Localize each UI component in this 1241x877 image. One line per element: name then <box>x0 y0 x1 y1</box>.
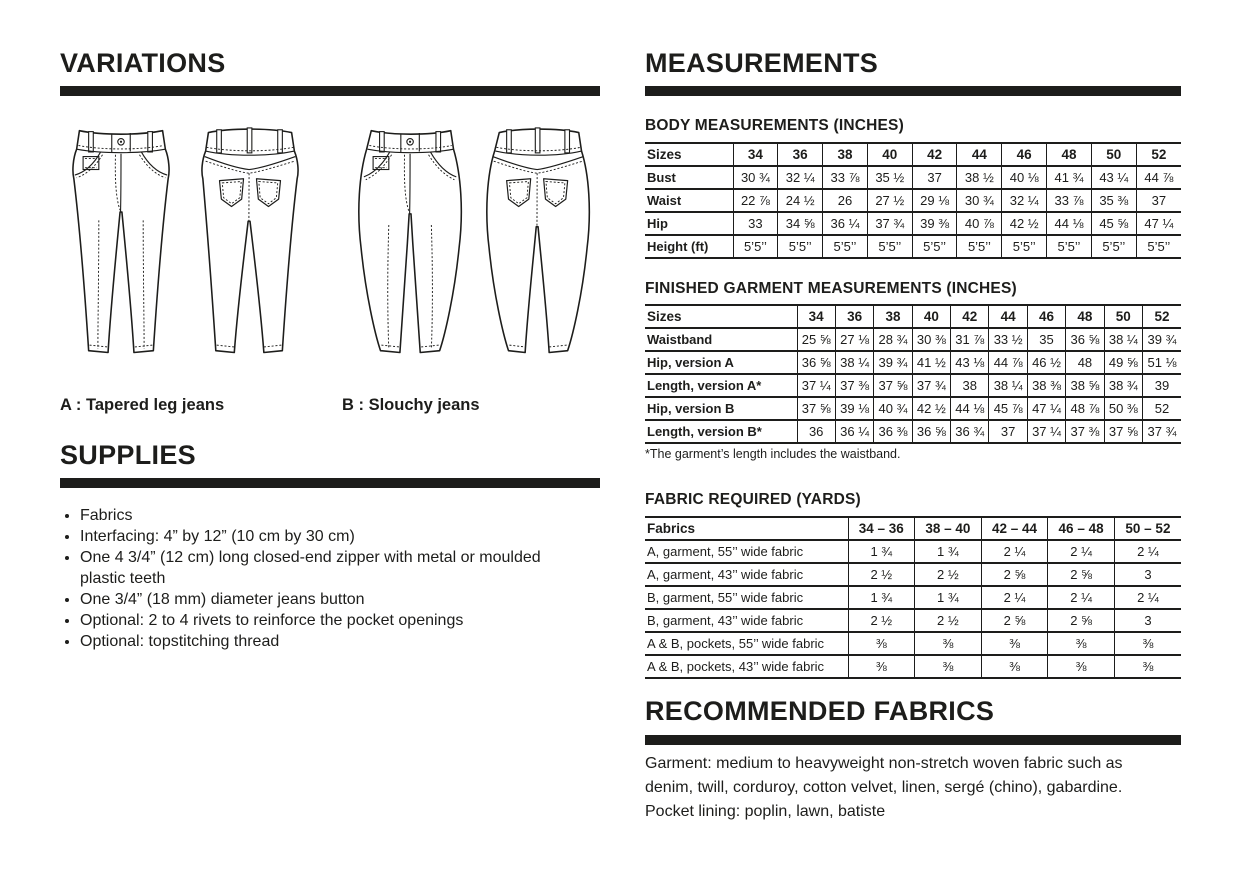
value-cell: 45 ⅞ <box>989 397 1027 420</box>
value-cell: 1 ¾ <box>915 586 982 609</box>
value-cell: 27 ½ <box>867 189 912 212</box>
column-header: 46 – 48 <box>1048 517 1115 540</box>
recommended-fabrics-title: RECOMMENDED FABRICS <box>645 696 995 726</box>
value-cell: 28 ¾ <box>874 328 912 351</box>
value-cell: 37 ¼ <box>797 374 835 397</box>
value-cell: ⅜ <box>981 655 1048 678</box>
finished-measurements-heading: FINISHED GARMENT MEASUREMENTS (INCHES) <box>645 280 1017 297</box>
column-header: 52 <box>1136 143 1181 166</box>
value-cell: 2 ½ <box>915 563 982 586</box>
row-label: Hip, version B <box>645 397 797 420</box>
value-cell: 33 ½ <box>989 328 1027 351</box>
table-row <box>645 609 1181 632</box>
value-cell: 2 ¼ <box>1114 586 1181 609</box>
column-header: 52 <box>1143 305 1181 328</box>
value-cell: 37 ⅝ <box>1104 420 1142 443</box>
value-cell: 46 ½ <box>1027 351 1065 374</box>
table-row <box>645 328 1181 351</box>
value-cell: 1 ¾ <box>848 540 915 563</box>
value-cell: 43 ¼ <box>1091 166 1136 189</box>
column-header: 44 <box>989 305 1027 328</box>
value-cell: 2 ¼ <box>981 540 1048 563</box>
value-cell: 40 ⅛ <box>1002 166 1047 189</box>
table-header-row <box>645 305 1181 328</box>
variations-divider-bar <box>60 86 600 96</box>
value-cell: 51 ⅛ <box>1143 351 1181 374</box>
table-row <box>645 655 1181 678</box>
table-row <box>645 351 1181 374</box>
jeans-b-front-drawing <box>350 110 472 388</box>
value-cell: 44 ⅞ <box>989 351 1027 374</box>
supplies-section <box>60 442 600 488</box>
value-cell: 2 ⅝ <box>981 563 1048 586</box>
value-cell: 2 ¼ <box>1048 586 1115 609</box>
variations-section <box>60 50 600 96</box>
column-header: 34 <box>733 143 778 166</box>
value-cell: 37 ¾ <box>912 374 950 397</box>
value-cell: 37 ⅜ <box>1066 420 1104 443</box>
value-cell: 5’5’’ <box>867 235 912 258</box>
column-header: 36 <box>835 305 873 328</box>
table-header-row <box>645 143 1181 166</box>
value-cell: 32 ¼ <box>778 166 823 189</box>
value-cell: 30 ⅜ <box>912 328 950 351</box>
jeans-b-back-drawing <box>478 110 600 388</box>
value-cell: 37 ⅜ <box>835 374 873 397</box>
value-cell: 35 ½ <box>867 166 912 189</box>
measurements-title: MEASUREMENTS <box>645 48 879 78</box>
supply-item: • Interfacing: 4” by 12” (10 cm by 30 cm) <box>80 527 550 548</box>
table-row <box>645 235 1181 258</box>
table-header-row <box>645 517 1181 540</box>
value-cell: 37 ⅝ <box>797 397 835 420</box>
table-row <box>645 166 1181 189</box>
column-header: 38 <box>874 305 912 328</box>
recommended-fabrics-section <box>645 698 1181 745</box>
column-header: 42 <box>951 305 989 328</box>
value-cell: 39 ⅛ <box>835 397 873 420</box>
value-cell: 33 ⅞ <box>1047 189 1092 212</box>
value-cell: 5’5’’ <box>1136 235 1181 258</box>
value-cell: ⅜ <box>1114 632 1181 655</box>
table-row <box>645 586 1181 609</box>
value-cell: 38 ⅝ <box>1066 374 1104 397</box>
table-row <box>645 632 1181 655</box>
value-cell: 41 ¾ <box>1047 166 1092 189</box>
value-cell: ⅜ <box>915 632 982 655</box>
row-label: Hip, version A <box>645 351 797 374</box>
value-cell: 38 ¾ <box>1104 374 1142 397</box>
column-header: 38 – 40 <box>915 517 982 540</box>
fabric-required-table <box>645 516 1181 679</box>
value-cell: 52 <box>1143 397 1181 420</box>
value-cell: 30 ¾ <box>957 189 1002 212</box>
value-cell: 2 ¼ <box>1114 540 1181 563</box>
value-cell: 37 ¼ <box>1027 420 1065 443</box>
value-cell: 47 ¼ <box>1027 397 1065 420</box>
value-cell: 37 <box>912 166 957 189</box>
value-cell: 2 ⅝ <box>1048 563 1115 586</box>
supplies-divider-bar <box>60 478 600 488</box>
value-cell: 48 <box>1066 351 1104 374</box>
value-cell: 25 ⅝ <box>797 328 835 351</box>
row-label: Bust <box>645 166 733 189</box>
value-cell: 2 ½ <box>915 609 982 632</box>
supply-item: • Optional: topstitching thread <box>80 632 550 653</box>
value-cell: 35 ⅜ <box>1091 189 1136 212</box>
value-cell: ⅜ <box>848 655 915 678</box>
column-header: 42 – 44 <box>981 517 1048 540</box>
value-cell: 1 ¾ <box>915 540 982 563</box>
value-cell: 50 ⅜ <box>1104 397 1142 420</box>
value-cell: 38 <box>951 374 989 397</box>
value-cell: 38 ½ <box>957 166 1002 189</box>
row-label: A, garment, 43’’ wide fabric <box>645 563 848 586</box>
value-cell: 36 ¼ <box>835 420 873 443</box>
value-cell: ⅜ <box>915 655 982 678</box>
value-cell: 40 ¾ <box>874 397 912 420</box>
value-cell: 5’5’’ <box>912 235 957 258</box>
table-row <box>645 397 1181 420</box>
value-cell: 39 ⅜ <box>912 212 957 235</box>
jeans-a-front-drawing <box>60 110 182 388</box>
finished-measurements-table <box>645 304 1181 444</box>
value-cell: 32 ¼ <box>1002 189 1047 212</box>
table-row <box>645 540 1181 563</box>
value-cell: ⅜ <box>1048 632 1115 655</box>
supplies-list <box>62 506 550 653</box>
value-cell: 37 ¾ <box>867 212 912 235</box>
corner-label: Fabrics <box>645 517 848 540</box>
value-cell: 27 ⅛ <box>835 328 873 351</box>
value-cell: 5’5’’ <box>1091 235 1136 258</box>
row-label: B, garment, 43’’ wide fabric <box>645 609 848 632</box>
jeans-figures <box>60 110 600 388</box>
value-cell: 2 ½ <box>848 609 915 632</box>
value-cell: 47 ¼ <box>1136 212 1181 235</box>
value-cell: 39 ¾ <box>1143 328 1181 351</box>
value-cell: 36 ¼ <box>823 212 868 235</box>
fabric-required-heading: FABRIC REQUIRED (YARDS) <box>645 491 861 508</box>
variations-title: VARIATIONS <box>60 48 226 78</box>
column-header: 44 <box>957 143 1002 166</box>
column-header: 46 <box>1027 305 1065 328</box>
supply-item: • Fabrics <box>80 506 550 527</box>
value-cell: ⅜ <box>981 632 1048 655</box>
value-cell: ⅜ <box>1048 655 1115 678</box>
value-cell: 33 <box>733 212 778 235</box>
recommended-divider-bar <box>645 735 1181 745</box>
table-row <box>645 563 1181 586</box>
value-cell: 5’5’’ <box>778 235 823 258</box>
value-cell: 36 ⅜ <box>874 420 912 443</box>
value-cell: 41 ½ <box>912 351 950 374</box>
value-cell: 36 ¾ <box>951 420 989 443</box>
value-cell: 48 ⅞ <box>1066 397 1104 420</box>
column-header: 38 <box>823 143 868 166</box>
value-cell: 39 ¾ <box>874 351 912 374</box>
value-cell: 2 ½ <box>848 563 915 586</box>
column-header: 50 <box>1091 143 1136 166</box>
column-header: 48 <box>1047 143 1092 166</box>
supply-item: • One 3/4” (18 mm) diameter jeans button <box>80 590 550 611</box>
value-cell: 42 ½ <box>912 397 950 420</box>
row-label: A, garment, 55’’ wide fabric <box>645 540 848 563</box>
recommended-garment-text: Garment: medium to heavyweight non-stretch woven fabric such as denim, twill, corduroy, cotton velvet, linen, sergé (chino), gabardine. <box>645 755 1123 796</box>
column-header: 36 <box>778 143 823 166</box>
value-cell: 34 ⅝ <box>778 212 823 235</box>
value-cell: 36 ⅝ <box>1066 328 1104 351</box>
column-header: 34 <box>797 305 835 328</box>
value-cell: 38 ¼ <box>835 351 873 374</box>
supplies-title: SUPPLIES <box>60 440 196 470</box>
value-cell: 39 <box>1143 374 1181 397</box>
recommended-pocket-lining-text: Pocket lining: poplin, lawn, batiste <box>645 803 886 820</box>
value-cell: 24 ½ <box>778 189 823 212</box>
value-cell: 5’5’’ <box>823 235 868 258</box>
value-cell: 49 ⅝ <box>1104 351 1142 374</box>
value-cell: 45 ⅝ <box>1091 212 1136 235</box>
value-cell: 44 ⅞ <box>1136 166 1181 189</box>
corner-label: Sizes <box>645 305 797 328</box>
column-header: 42 <box>912 143 957 166</box>
value-cell: 37 <box>1136 189 1181 212</box>
value-cell: 5’5’’ <box>1002 235 1047 258</box>
value-cell: 44 ⅛ <box>1047 212 1092 235</box>
value-cell: 2 ¼ <box>981 586 1048 609</box>
value-cell: 22 ⅞ <box>733 189 778 212</box>
value-cell: 2 ⅝ <box>1048 609 1115 632</box>
row-label: A & B, pockets, 55’’ wide fabric <box>645 632 848 655</box>
value-cell: 2 ⅝ <box>981 609 1048 632</box>
row-label: Waistband <box>645 328 797 351</box>
row-label: B, garment, 55’’ wide fabric <box>645 586 848 609</box>
table-row <box>645 374 1181 397</box>
column-header: 50 <box>1104 305 1142 328</box>
value-cell: 37 ⅝ <box>874 374 912 397</box>
value-cell: 2 ¼ <box>1048 540 1115 563</box>
jeans-a-back-drawing <box>189 110 311 388</box>
column-header: 48 <box>1066 305 1104 328</box>
column-header: 34 – 36 <box>848 517 915 540</box>
value-cell: 37 <box>989 420 1027 443</box>
value-cell: 36 ⅝ <box>797 351 835 374</box>
value-cell: 38 ⅜ <box>1027 374 1065 397</box>
value-cell: 37 ¾ <box>1143 420 1181 443</box>
value-cell: 42 ½ <box>1002 212 1047 235</box>
supply-item: • One 4 3/4” (12 cm) long closed-end zipper with metal or moulded plastic teeth <box>80 548 550 589</box>
table-row <box>645 212 1181 235</box>
value-cell: 1 ¾ <box>848 586 915 609</box>
value-cell: 29 ⅛ <box>912 189 957 212</box>
value-cell: 5’5’’ <box>1047 235 1092 258</box>
measurements-section <box>645 50 1181 96</box>
value-cell: 36 <box>797 420 835 443</box>
column-header: 40 <box>912 305 950 328</box>
value-cell: 3 <box>1114 609 1181 632</box>
value-cell: 5’5’’ <box>957 235 1002 258</box>
row-label: Hip <box>645 212 733 235</box>
value-cell: ⅜ <box>848 632 915 655</box>
value-cell: 26 <box>823 189 868 212</box>
body-measurements-heading: BODY MEASUREMENTS (INCHES) <box>645 117 904 134</box>
value-cell: 38 ¼ <box>989 374 1027 397</box>
caption-variation-b: B : Slouchy jeans <box>342 396 480 414</box>
row-label: Length, version A* <box>645 374 797 397</box>
column-header: 46 <box>1002 143 1047 166</box>
caption-variation-a: A : Tapered leg jeans <box>60 396 225 414</box>
supply-item: • Optional: 2 to 4 rivets to reinforce the pocket openings <box>80 611 550 632</box>
column-header: 50 – 52 <box>1114 517 1181 540</box>
value-cell: 35 <box>1027 328 1065 351</box>
length-footnote: *The garment’s length includes the waistband. <box>645 447 901 461</box>
row-label: A & B, pockets, 43’’ wide fabric <box>645 655 848 678</box>
table-row <box>645 420 1181 443</box>
value-cell: 43 ⅛ <box>951 351 989 374</box>
value-cell: 31 ⅞ <box>951 328 989 351</box>
body-measurements-table <box>645 142 1181 259</box>
value-cell: ⅜ <box>1114 655 1181 678</box>
value-cell: 36 ⅝ <box>912 420 950 443</box>
value-cell: 33 ⅞ <box>823 166 868 189</box>
value-cell: 5’5’’ <box>733 235 778 258</box>
corner-label: Sizes <box>645 143 733 166</box>
measurements-divider-bar <box>645 86 1181 96</box>
column-header: 40 <box>867 143 912 166</box>
table-row <box>645 189 1181 212</box>
value-cell: 38 ¼ <box>1104 328 1142 351</box>
value-cell: 30 ¾ <box>733 166 778 189</box>
row-label: Length, version B* <box>645 420 797 443</box>
row-label: Height (ft) <box>645 235 733 258</box>
value-cell: 44 ⅛ <box>951 397 989 420</box>
value-cell: 40 ⅞ <box>957 212 1002 235</box>
row-label: Waist <box>645 189 733 212</box>
value-cell: 3 <box>1114 563 1181 586</box>
